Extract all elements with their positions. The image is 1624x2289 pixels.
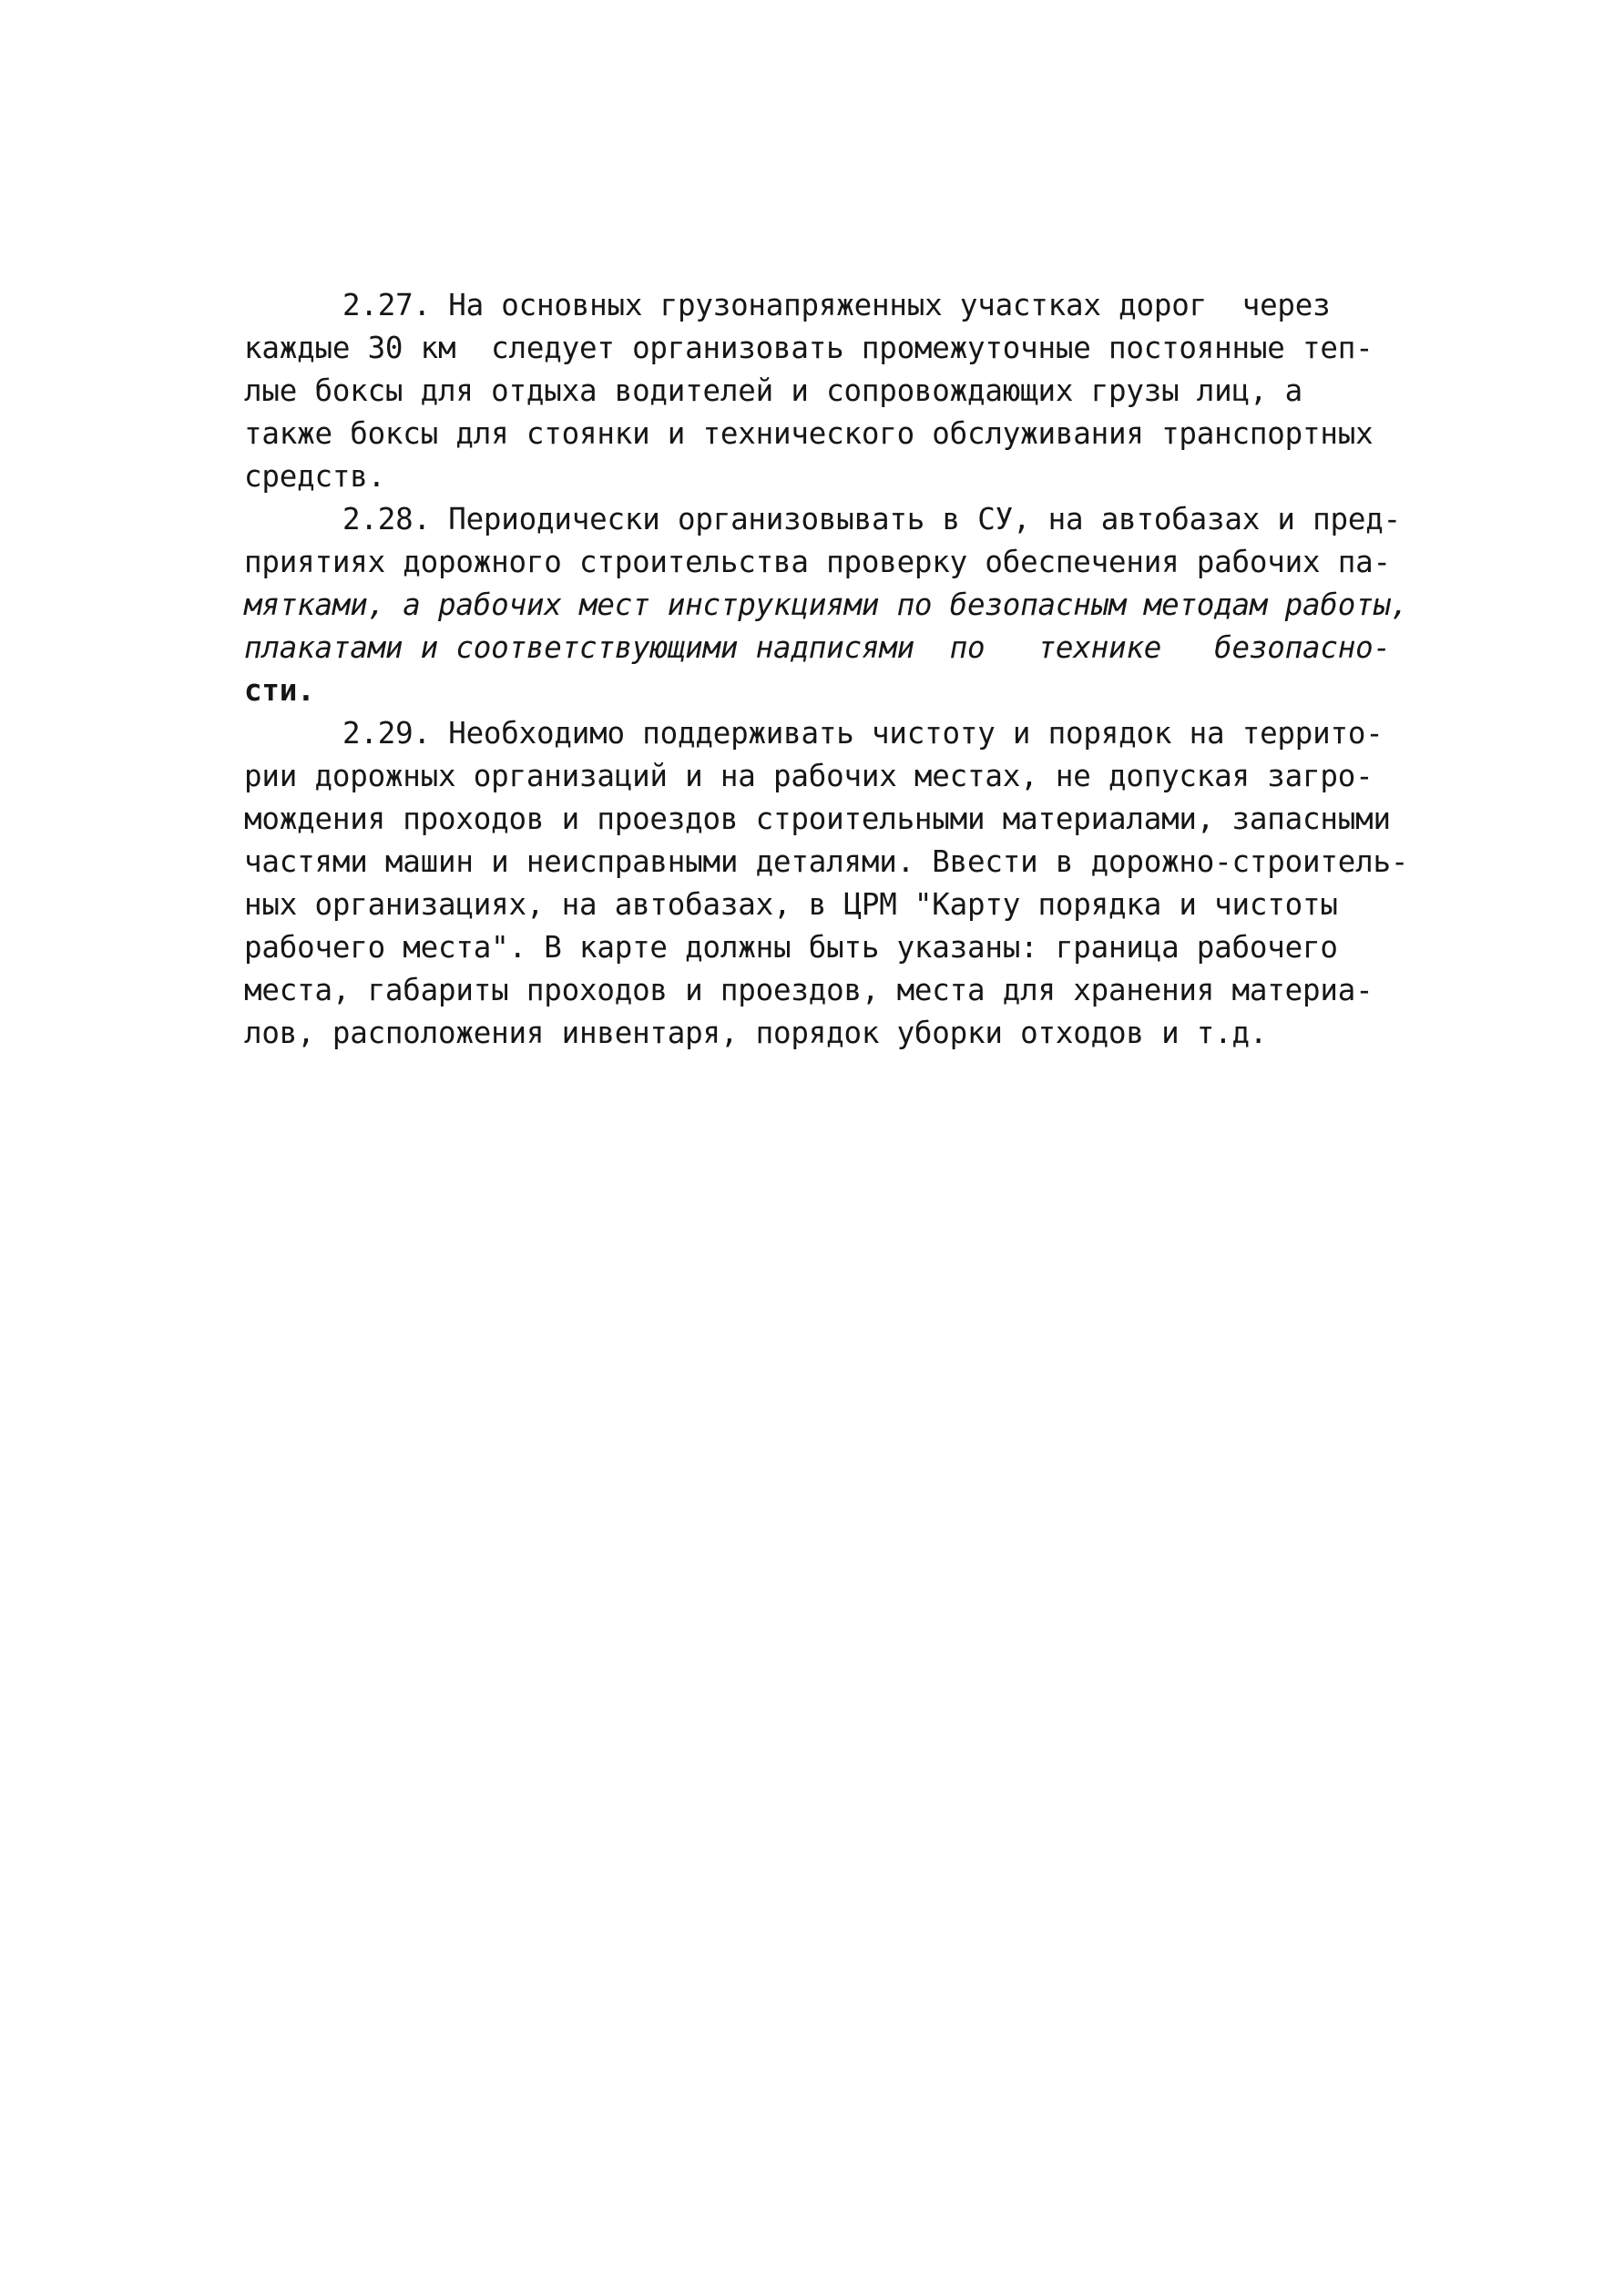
paragraph-2-27 bbox=[244, 284, 1465, 498]
paragraph-2-28 bbox=[244, 498, 1465, 712]
text-line: лов, расположения инвентаря, порядок уборки отходов и т.д. bbox=[244, 1016, 1268, 1050]
text-line: мятками, а рабочих мест инструкциями по безопасным методам работы, bbox=[244, 588, 1409, 622]
text-line: мождения проходов и проездов строительными материалами, запасными bbox=[244, 802, 1391, 836]
text-line: места, габариты проходов и проездов, места для хранения материа- bbox=[244, 973, 1374, 1007]
text-line: 2.28. Периодически организовывать в СУ, на автобазах и пред- bbox=[342, 502, 1401, 536]
text-line: частями машин и неисправными деталями. Ввести в дорожно-строитель- bbox=[244, 844, 1409, 879]
document-body bbox=[244, 284, 1465, 1055]
text-line: рии дорожных организаций и на рабочих местах, не допуская загро- bbox=[244, 759, 1374, 793]
text-line: ных организациях, на автобазах, в ЦРМ "Карту порядка и чистоты bbox=[244, 887, 1338, 922]
paragraph-2-29 bbox=[244, 712, 1465, 1055]
text-line: также боксы для стоянки и технического обслуживания транспортных bbox=[244, 416, 1374, 451]
text-line: лые боксы для отдыха водителей и сопровождающих грузы лиц, а bbox=[244, 373, 1302, 408]
text-line: приятиях дорожного строительства проверку обеспечения рабочих па- bbox=[244, 545, 1391, 579]
text-line: средств. bbox=[244, 459, 385, 494]
text-line: сти. bbox=[244, 673, 315, 708]
text-line: рабочего места". В карте должны быть указаны: граница рабочего bbox=[244, 930, 1338, 965]
text-line: 2.29. Необходимо поддерживать чистоту и порядок на террито- bbox=[342, 716, 1384, 751]
text-line: каждые 30 км следует организовать промежуточные постоянные теп- bbox=[244, 331, 1374, 365]
text-line: плакатами и соответствующими надписями по технике безопасно- bbox=[244, 630, 1391, 665]
text-line: 2.27. На основных грузонапряженных участках дорог через bbox=[342, 288, 1331, 322]
